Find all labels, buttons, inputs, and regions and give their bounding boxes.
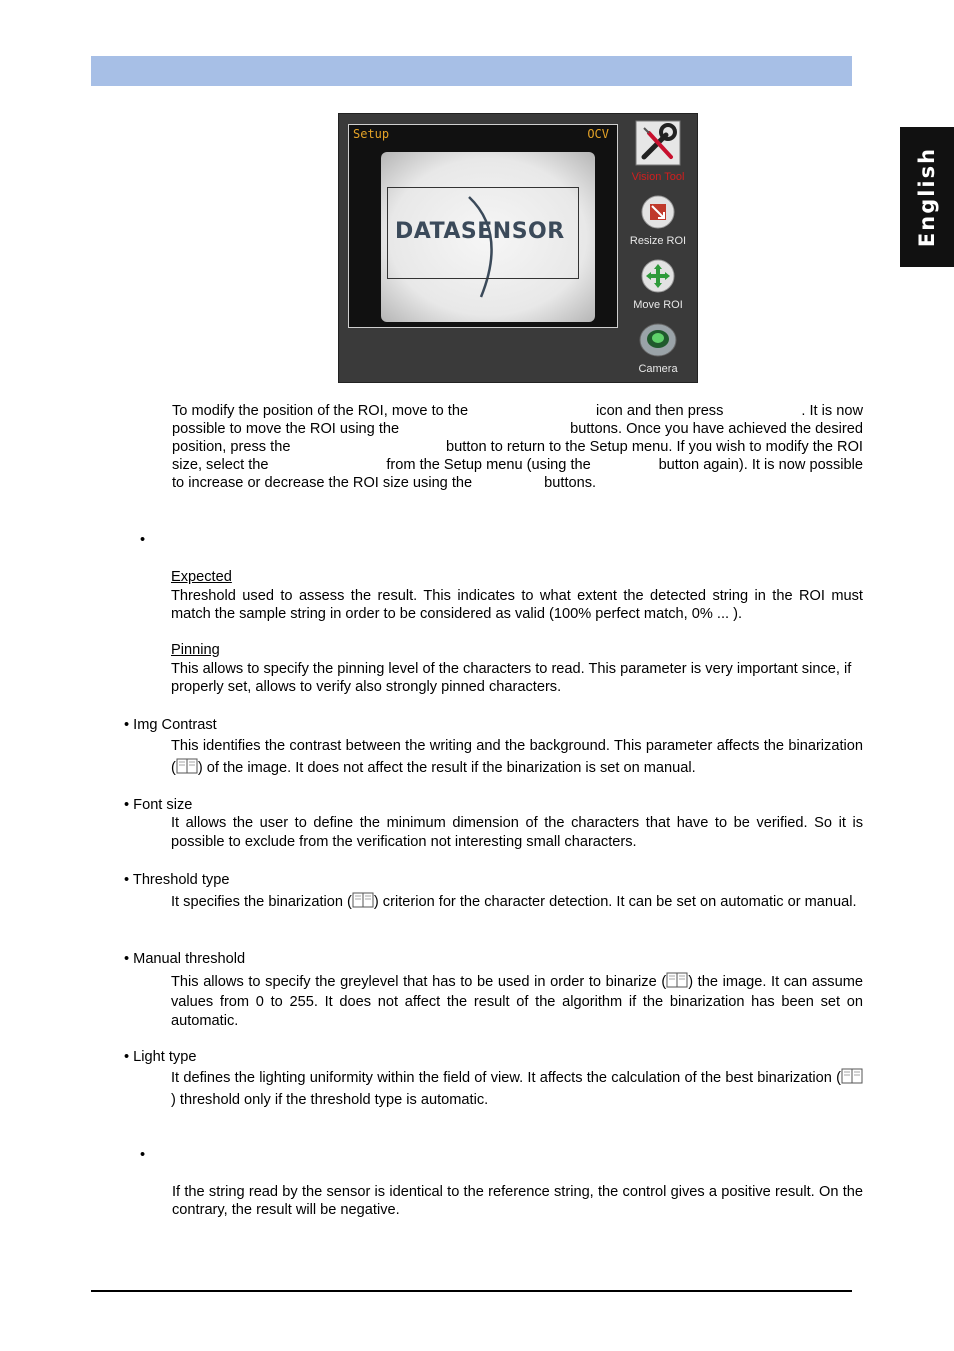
img-contrast-heading: • Img Contrast <box>124 717 217 733</box>
font-size-text: It allows the user to define the minimum dimension of the characters that have to be verified. So it is possible to exclude from the verification not interesting small characters. <box>171 815 863 850</box>
threshold-type-text: It specifies the binarization ( ) criterion for the character detection. It can be set on automatic or manual. <box>171 891 863 912</box>
manual-book-icon <box>176 757 198 775</box>
move-roi-label: Move ROI <box>633 299 683 311</box>
expected-text: Threshold used to assess the result. This indicates to what extent the detected string in the ROI must match the sample string in order to be considered as valid (100% perfect match, 0% ... ). <box>171 587 863 622</box>
camera-screen <box>348 124 618 328</box>
resize-roi-button[interactable] <box>618 194 698 247</box>
intro-line: possible to move the ROI using the buttons. Once you have achieved the desired <box>172 421 863 437</box>
manual-threshold-heading: • Manual threshold <box>124 951 246 967</box>
language-tab <box>900 127 954 267</box>
img-contrast-text: This identifies the contrast between the writing and the background. This parameter affects the binarization ( ) of the image. It does not affect the result if the binarization is set on manual. <box>171 738 863 776</box>
manual-book-icon <box>352 891 374 909</box>
intro-line: to increase or decrease the ROI size using the buttons. <box>172 475 597 491</box>
manual-book-icon <box>841 1067 863 1085</box>
vision-tool-button[interactable] <box>618 120 698 183</box>
pinning-text: This allows to specify the pinning level of the characters to read. This parameter is very important since, if properly set, allows to verify also strongly pinned characters. <box>171 660 852 695</box>
light-type-text: It defines the lighting uniformity within the field of view. It affects the calculation of the best binarization () threshold only if the threshold type is automatic. <box>171 1067 863 1111</box>
language-label: English <box>915 146 939 248</box>
header-bar <box>91 56 852 86</box>
datasensor-logo: DATASENSOR <box>395 219 565 244</box>
camera-label: Camera <box>638 363 678 375</box>
manual-book-icon <box>666 971 688 989</box>
resize-roi-label: Resize ROI <box>629 235 687 247</box>
wrench-screwdriver-icon <box>635 120 681 166</box>
font-size-heading: • Font size <box>124 797 193 813</box>
result-text: If the string read by the sensor is identical to the reference string, the control gives a positive result. On the contrary, the result will be negative. <box>172 1184 863 1219</box>
camera-icon <box>638 322 678 358</box>
light-type-heading: • Light type <box>124 1049 197 1065</box>
device-screenshot <box>338 113 698 383</box>
screen-title-ocv: OCV <box>587 127 609 141</box>
resize-roi-icon <box>640 194 676 230</box>
intro-line: To modify the position of the ROI, move to the icon and then press . It is now <box>172 403 863 419</box>
bullet-marker: • <box>140 532 146 548</box>
camera-button[interactable] <box>618 322 698 375</box>
intro-line: position, press the button to return to the Setup menu. If you wish to modify the ROI <box>172 439 863 455</box>
move-arrows-icon <box>640 258 676 294</box>
screen-title-setup: Setup <box>353 127 390 141</box>
expected-heading: Expected <box>171 569 232 585</box>
pinning-heading: Pinning <box>171 642 220 658</box>
move-roi-button[interactable] <box>618 258 698 311</box>
manual-threshold-text: This allows to specify the greylevel that has to be used in order to binarize ( ) the image. It can assume values from 0 to 255. It does not affect the result of the algorithm if the binarization has been set on automatic. <box>171 971 863 1032</box>
pinning-section <box>171 641 863 697</box>
expected-section <box>171 568 863 624</box>
vision-tool-label: Vision Tool <box>631 171 685 183</box>
footer-rule <box>91 1290 852 1292</box>
threshold-type-heading: • Threshold type <box>124 872 230 888</box>
intro-line: size, select the from the Setup menu (using the button again). It is now possible <box>172 457 863 473</box>
roi-rectangle[interactable] <box>387 187 579 279</box>
bullet-marker: • <box>140 1147 146 1163</box>
